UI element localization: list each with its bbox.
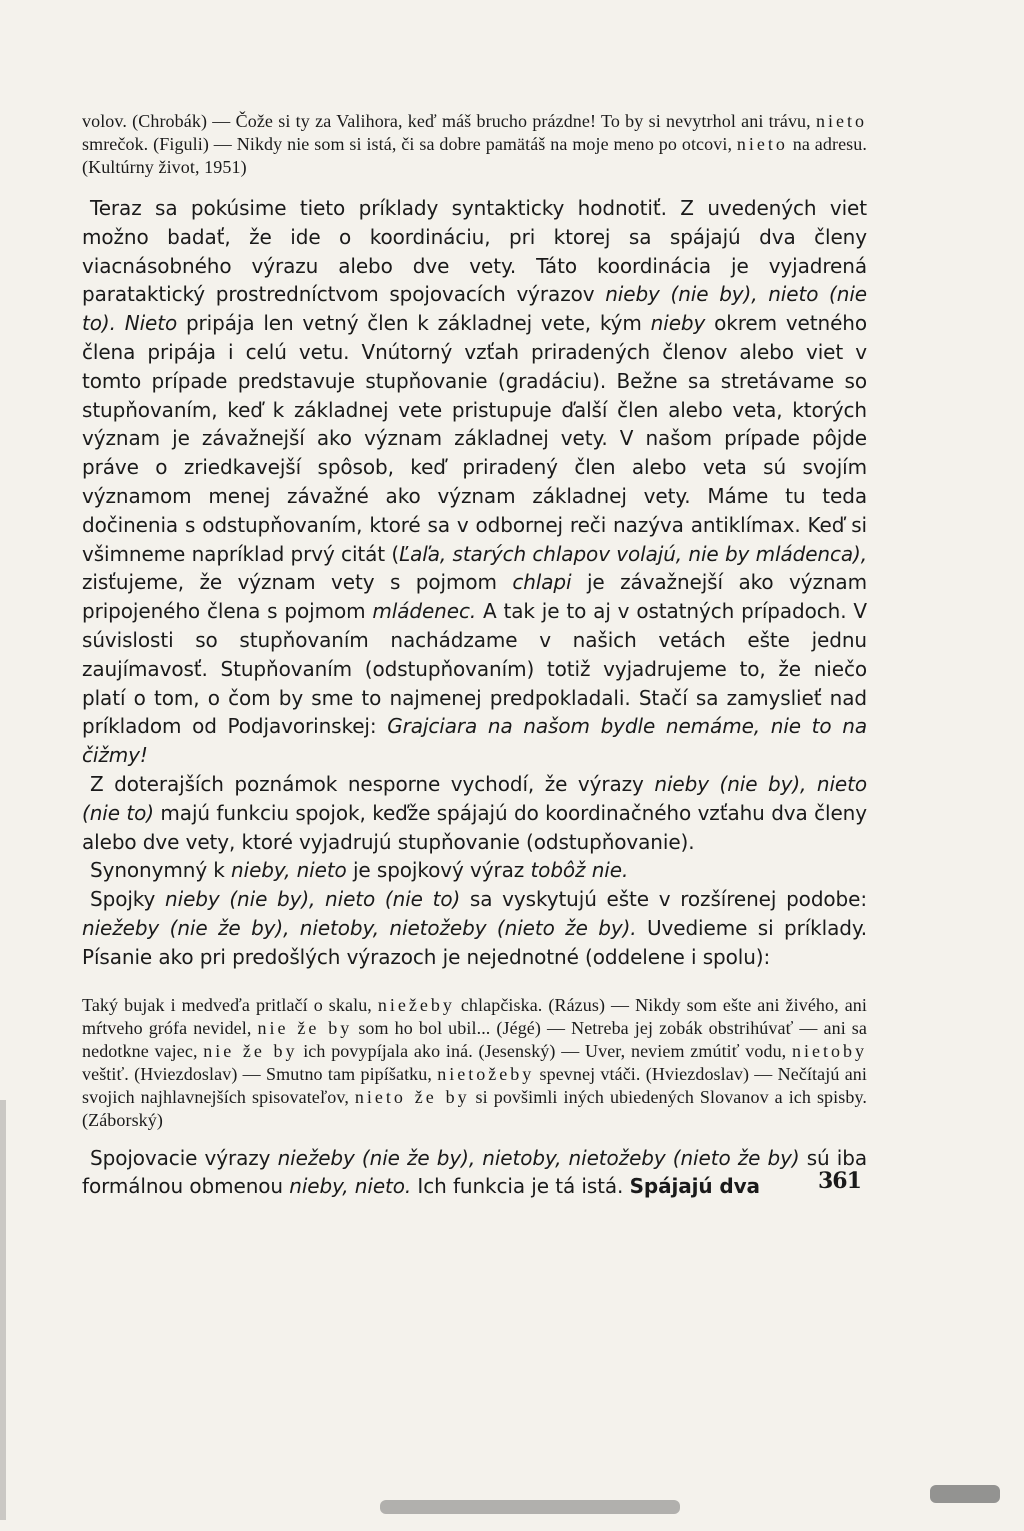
text-span: sú iba formálnou obmenou	[82, 1145, 867, 1199]
page-number: 361	[818, 1168, 861, 1194]
italic-text: niežeby (nie že by), nietoby, nietožeby (nieto že by)	[277, 1145, 800, 1170]
paragraph-3	[82, 770, 867, 856]
text-span: okrem vetného člena pripája i celú vetu. Vnútorný vzťah priradených členov alebo viet v tomto prípade predstavuje stupňovanie (gradáciu). Bežne sa stretávame so stupňovaním, keď k základnej vete pristupuje ďalší člen alebo veta, ktorých význam je závažnejší ako význam základnej vety. V našom prípade pôjde práve o zriedkavejší spôsob, keď priradený člen alebo veta sú svojím významom menej závažné ako význam základnej vety. Máme tu teda dočinenia s odstupňovaním, ktoré sa v odbornej reči nazýva antiklímax. Keď si všimneme napríklad prvý citát (	[82, 311, 867, 566]
text-span: Synonymný k	[90, 858, 232, 883]
example-quotes	[82, 994, 867, 1132]
paragraph-6	[82, 1144, 867, 1202]
text-span: volov. (Chrobák) — Čože si ty za Valihora, keď máš brucho prázdne! To by si nevytrhol ani trávu,	[82, 111, 816, 131]
text-span: zisťujeme, že význam vety s pojmom	[82, 570, 513, 595]
text-span: smrečok. (Figuli) — Nikdy nie som si istá, či sa dobre pamätáš na moje meno po otcovi,	[82, 134, 737, 154]
spaced-text: nie že by	[203, 1040, 298, 1061]
scan-smudge	[930, 1485, 1000, 1503]
text-span: Spojovacie výrazy	[90, 1145, 278, 1170]
text-span: A tak je to aj v ostatných prípadoch. V súvislosti so stupňovaním nachádzame v našich vetách ešte jednu zaujímavosť. Stupňovaním (odstupňovaním) totiž vyjadrujeme to, že niečo platí o tom, o čom by sme to najmenej predpokladali. Stačí sa zamyslieť nad príkladom od Podjavorinskej:	[82, 599, 867, 739]
italic-text: mládenec.	[372, 599, 477, 624]
italic-text: nieby, nieto	[231, 858, 347, 883]
text-span: Ich funkcia je tá istá.	[411, 1174, 630, 1199]
text-span: je spojkový výraz	[346, 858, 531, 883]
italic-text: nieby (nie by), nieto (nie to).	[82, 282, 868, 336]
paragraph-5	[82, 885, 867, 971]
text-span: ich povypíjala ako iná. (Jesenský) — Uver, neviem zmútiť vodu,	[297, 1040, 792, 1061]
italic-text: nieby (nie by), nieto (nie to)	[82, 771, 867, 825]
paragraph-1	[82, 110, 867, 179]
italic-text: Nieto	[124, 311, 178, 336]
text-span: Z doterajších poznámok nesporne vychodí, že výrazy	[90, 771, 655, 796]
text-span: Teraz sa pokúsime tieto príklady syntakticky hodnotiť. Z uvedených viet možno badať, že ide o koordináciu, pri ktorej sa spájajú dva členy viacnásobného výrazu alebo dve vety. Táto koordinácia je vyjadrená parataktický prostredníctvom spojovacích výrazov	[82, 196, 867, 307]
text-span: Uvedieme si príklady. Písanie ako pri predošlých výrazoch je nejednotné (oddelene i spolu):	[82, 915, 867, 969]
italic-text: nieby (nie by), nieto (nie to)	[165, 887, 461, 912]
spaced-text: nieto že by	[354, 1086, 470, 1107]
text-span: Spojky	[90, 887, 166, 912]
text-span: chlapčiska. (Rázus) — Nikdy som ešte ani živého, ani mŕtveho grófa nevidel,	[82, 994, 867, 1038]
paragraph-4	[82, 856, 867, 885]
text-span: som ho bol ubil... (Jégé) — Netreba jej zobák obstrihúvať — ani sa nedotkne vajec,	[82, 1017, 868, 1061]
italic-text: nieby	[650, 311, 706, 336]
italic-text: Ľaľa, starých chlapov volajú, nie by mládenca),	[399, 541, 867, 566]
spaced-text: nieto	[816, 111, 867, 131]
text-span: Taký bujak i medveďa pritlačí o skalu,	[82, 994, 378, 1015]
spaced-text: nie že by	[257, 1017, 353, 1038]
text-span: sa vyskytujú ešte v rozšírenej podobe:	[460, 887, 867, 912]
spaced-text: nietožeby	[437, 1063, 535, 1084]
text-span: majú funkciu spojok, keďže spájajú do koordinačného vzťahu dva členy alebo dve vety, ktoré vyjadrujú stupňovanie (odstupňovanie).	[82, 800, 867, 854]
text-span: spevnej vtáči. (Hviezdoslav) — Nečítajú ani svojich najhlavnejších spisovateľov,	[82, 1063, 867, 1107]
italic-text: tobôž nie.	[530, 858, 629, 883]
text-span: je závažnejší ako význam pripojeného člena s pojmom	[82, 570, 867, 624]
spaced-text: nietoby	[792, 1040, 867, 1061]
scan-smudge	[380, 1500, 680, 1514]
text-span: si povšimli iných ubiedených Slovanov a ich spisby. (Záborský)	[82, 1086, 867, 1130]
italic-text: nieby, nieto.	[289, 1174, 412, 1199]
bold-text: Spájajú dva	[629, 1174, 760, 1199]
text-span	[116, 311, 125, 335]
text-span: pripája len vetný člen k základnej vete, kým	[177, 311, 651, 336]
italic-text: Grajciara na našom bydle nemáme, nie to na čižmy!	[82, 714, 868, 768]
spaced-text: nieto	[736, 134, 788, 154]
paragraph-2	[82, 194, 867, 770]
italic-text: chlapi	[512, 570, 572, 595]
italic-text: niežeby (nie že by), nietoby, nietožeby (nieto že by).	[82, 915, 637, 940]
text-span: veštiť. (Hviezdoslav) — Smutno tam pipíšatku,	[82, 1063, 438, 1084]
text-span: na adresu. (Kultúrny život, 1951)	[82, 134, 867, 177]
page-content	[82, 110, 867, 1201]
spaced-text: niežeby	[377, 994, 455, 1015]
scan-edge	[0, 1100, 6, 1520]
